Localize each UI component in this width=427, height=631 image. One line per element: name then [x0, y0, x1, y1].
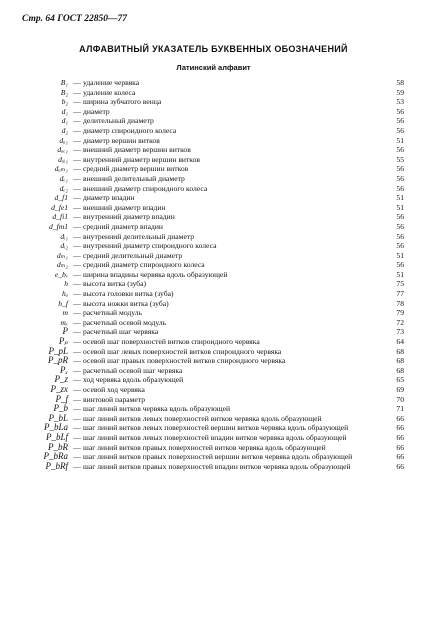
entry-symbol: dₘ₂	[56, 260, 68, 270]
entry-dash: —	[73, 356, 81, 366]
entry-symbol: d₂	[61, 125, 68, 135]
entry-dash: —	[73, 385, 81, 394]
entry-dash: —	[73, 164, 81, 174]
entry-page-number: 79	[396, 308, 404, 318]
index-entry	[20, 126, 404, 136]
index-entry	[20, 222, 404, 232]
entry-dash: —	[73, 279, 81, 289]
entry-description: удаление червяка	[83, 78, 140, 87]
entry-symbol: P_zx	[50, 384, 68, 394]
entry-dash: —	[73, 260, 81, 270]
index-entry	[20, 97, 404, 107]
entry-page-number: 56	[396, 241, 404, 251]
entry-dash: —	[73, 327, 81, 337]
section-subtitle: Латинский алфавит	[176, 63, 251, 72]
entry-dash: —	[73, 442, 81, 452]
index-entry	[20, 88, 404, 98]
entry-description: осевой шаг левых поверхностей витков спироидного червяка	[83, 346, 282, 356]
index-entry	[20, 260, 404, 270]
entry-symbol: mₓ	[60, 317, 68, 327]
entry-description: осевой ход червяка	[83, 385, 145, 394]
entry-description: осевой шаг правых поверхностей витков спироидного червяка	[83, 356, 286, 366]
entry-dash: —	[73, 269, 81, 279]
index-entry	[20, 327, 404, 337]
page-title: АЛФАВИТНЫЙ УКАЗАТЕЛЬ БУКВЕННЫХ ОБОЗНАЧЕНИЙ	[79, 44, 348, 54]
entry-description: расчетный модуль	[83, 308, 142, 318]
entry-symbol: h_f	[58, 298, 68, 308]
index-entry	[20, 299, 404, 309]
entry-page-number: 66	[396, 461, 404, 471]
entry-page-number: 56	[396, 145, 404, 155]
index-entry	[20, 155, 404, 165]
entry-symbol: P_bL	[48, 412, 68, 423]
entry-symbol: d_fm1	[49, 221, 68, 231]
index-entry	[20, 395, 404, 405]
entry-dash: —	[73, 298, 81, 308]
index-entry	[20, 164, 404, 174]
entry-description: осевой шаг поверхностей витков спироидного червяка	[83, 337, 260, 347]
entry-dash: —	[73, 413, 81, 423]
entry-description: расчетный осевой шаг червяка	[83, 365, 183, 375]
entry-description: средний диаметр спироидного колеса	[83, 260, 205, 270]
entry-symbol: P_z	[54, 374, 68, 385]
entry-symbol: d₁	[61, 106, 68, 116]
entry-dash: —	[73, 173, 81, 183]
index-entry	[20, 270, 404, 280]
entry-description: внутренний диаметр спироидного колеса	[83, 241, 217, 251]
entry-description: средний диаметр вершин витков	[83, 164, 189, 174]
entry-page-number: 51	[396, 202, 404, 212]
entry-description: диаметр	[83, 106, 110, 116]
entry-description: шаг линий витков левых поверхностей вершин витков червяка вдоль образующей	[83, 423, 349, 433]
entry-dash: —	[73, 193, 81, 203]
index-entry	[20, 452, 404, 462]
entry-description: шаг линий витков правых поверхностей витков червяка вдоль образующей	[83, 442, 326, 452]
entry-symbol: d_f1	[54, 193, 68, 203]
entry-symbol: m	[62, 308, 68, 318]
entry-symbol: Pₚ	[58, 336, 68, 347]
index-entry	[20, 433, 404, 443]
entry-symbol: P_b	[53, 403, 68, 414]
index-entry	[20, 423, 404, 433]
index-entry	[20, 203, 404, 213]
entry-dash: —	[73, 106, 81, 116]
entry-page-number: 66	[396, 423, 404, 433]
entry-page-number: 78	[396, 298, 404, 308]
symbol-index-list	[20, 78, 404, 471]
entry-description: ширина впадины червяка вдоль образующей	[83, 269, 228, 279]
entry-dash: —	[73, 250, 81, 260]
entry-symbol: P_f	[55, 393, 68, 404]
entry-symbol: Pₓ	[59, 364, 68, 375]
entry-symbol: dₐₑ₁	[57, 145, 68, 155]
entry-dash: —	[73, 394, 81, 404]
entry-page-number: 68	[396, 346, 404, 356]
entry-page-number: 70	[396, 394, 404, 404]
entry-symbol: dₐᵢ₁	[58, 154, 68, 164]
entry-page-number: 72	[396, 317, 404, 327]
entry-description: внутренний диаметр вершин витков	[83, 154, 200, 164]
entry-description: диаметр спироидного колеса	[83, 125, 177, 135]
index-entry	[20, 375, 404, 385]
entry-dash: —	[73, 212, 81, 222]
entry-page-number: 56	[396, 221, 404, 231]
entry-description: внешний диаметр впадин	[83, 202, 166, 212]
entry-symbol: dₐₘ₁	[54, 164, 68, 174]
index-entry	[20, 145, 404, 155]
entry-symbol: dₑ₂	[59, 183, 68, 193]
index-entry	[20, 404, 404, 414]
index-entry	[20, 136, 404, 146]
entry-symbol: hₐ	[61, 289, 68, 299]
entry-dash: —	[73, 135, 81, 145]
entry-description: средний диаметр впадин	[83, 221, 163, 231]
index-entry	[20, 337, 404, 347]
entry-dash: —	[73, 461, 81, 471]
entry-description: ход червяка вдоль образующей	[83, 375, 184, 385]
entry-dash: —	[73, 125, 81, 135]
entry-page-number: 56	[396, 183, 404, 193]
entry-description: шаг линий витков червяка вдоль образующей	[83, 404, 231, 414]
index-entry	[20, 116, 404, 126]
entry-symbol: b₂	[61, 97, 68, 107]
entry-symbol: P_pR	[48, 355, 68, 366]
entry-symbol: B₁	[60, 78, 68, 87]
entry-dash: —	[73, 404, 81, 414]
entry-description: делительный диаметр	[83, 116, 154, 126]
index-entry	[20, 193, 404, 203]
entry-symbol: B₂	[60, 87, 68, 97]
entry-symbol: dₑ₁	[59, 173, 68, 183]
entry-dash: —	[73, 183, 81, 193]
index-entry	[20, 366, 404, 376]
entry-description: шаг линий витков левых поверхностей впадин витков червяка вдоль образующей	[83, 432, 347, 442]
entry-page-number: 69	[396, 385, 404, 394]
entry-page-number: 68	[396, 365, 404, 375]
entry-dash: —	[73, 231, 81, 241]
entry-dash: —	[73, 289, 81, 299]
entry-page-number: 66	[396, 432, 404, 442]
index-entry	[20, 347, 404, 357]
entry-dash: —	[73, 346, 81, 356]
entry-page-number: 71	[396, 404, 404, 414]
entry-page-number: 51	[396, 135, 404, 145]
entry-page-number: 56	[396, 125, 404, 135]
entry-dash: —	[73, 375, 81, 385]
entry-description: диаметр вершин витков	[83, 135, 160, 145]
entry-symbol: P	[62, 326, 68, 337]
entry-page-number: 64	[396, 337, 404, 347]
entry-page-number: 65	[396, 375, 404, 385]
entry-symbol: P_bRf	[45, 460, 68, 471]
entry-page-number: 56	[396, 106, 404, 116]
entry-page-number: 66	[396, 452, 404, 462]
index-entry	[20, 414, 404, 424]
index-entry	[20, 356, 404, 366]
entry-dash: —	[73, 145, 81, 155]
entry-page-number: 56	[396, 231, 404, 241]
entry-symbol: dₐ₁	[59, 135, 68, 145]
entry-dash: —	[73, 97, 81, 107]
entry-description: внутренний делительный диаметр	[83, 231, 195, 241]
entry-symbol: P_bRa	[43, 451, 68, 462]
entry-dash: —	[73, 154, 81, 164]
index-entry	[20, 251, 404, 261]
entry-symbol: dᵢ₁	[60, 231, 68, 241]
entry-dash: —	[73, 317, 81, 327]
entry-symbol: h	[64, 279, 68, 289]
entry-symbol: dᵢ₂	[60, 241, 68, 251]
entry-page-number: 51	[396, 269, 404, 279]
entry-description: высота ножки витка (зуба)	[83, 298, 169, 308]
entry-description: средний делительный диаметр	[83, 250, 183, 260]
entry-dash: —	[73, 221, 81, 231]
index-entry	[20, 107, 404, 117]
entry-dash: —	[73, 202, 81, 212]
entry-symbol: d_fi1	[52, 212, 68, 222]
entry-dash: —	[73, 365, 81, 375]
entry-description: внешний диаметр вершин витков	[83, 145, 191, 155]
entry-symbol: P_bLf	[45, 431, 68, 442]
entry-page-number: 56	[396, 212, 404, 222]
index-entry	[20, 184, 404, 194]
entry-page-number: 66	[396, 442, 404, 452]
entry-page-number: 56	[396, 164, 404, 174]
entry-page-number: 51	[396, 250, 404, 260]
index-entry	[20, 241, 404, 251]
entry-description: диаметр впадин	[83, 193, 135, 203]
index-entry	[20, 232, 404, 242]
entry-dash: —	[73, 241, 81, 251]
entry-description: шаг линий витков правых поверхностей вершин витков червяка вдоль образующей	[83, 452, 353, 462]
entry-symbol: dₘ₁	[56, 250, 68, 260]
index-entry	[20, 318, 404, 328]
entry-page-number: 56	[396, 260, 404, 270]
entry-symbol: d_fe1	[51, 202, 68, 212]
entry-page-number: 68	[396, 356, 404, 366]
index-entry	[20, 308, 404, 318]
entry-description: шаг линий витков правых поверхностей впадин витков червяка вдоль образующей	[83, 461, 351, 471]
entry-page-number: 66	[396, 413, 404, 423]
page-header: Стр. 64 ГОСТ 22850—77	[22, 14, 127, 24]
index-entry	[20, 78, 404, 88]
entry-description: высота витка (зуба)	[83, 279, 147, 289]
entry-description: внешний диаметр спироидного колеса	[83, 183, 208, 193]
entry-description: внутренний диаметр впадин	[83, 212, 175, 222]
entry-page-number: 51	[396, 193, 404, 203]
entry-page-number: 56	[396, 173, 404, 183]
entry-description: расчетный шаг червяка	[83, 327, 159, 337]
entry-dash: —	[73, 78, 81, 87]
entry-page-number: 77	[396, 289, 404, 299]
entry-page-number: 56	[396, 116, 404, 126]
entry-symbol: e_bₓ	[54, 269, 68, 279]
entry-description: шаг линий витков левых поверхностей витков червяка вдоль образующей	[83, 413, 322, 423]
entry-dash: —	[73, 337, 81, 347]
index-entry	[20, 289, 404, 299]
entry-description: удаление колеса	[83, 87, 136, 97]
index-entry	[20, 174, 404, 184]
entry-page-number: 75	[396, 279, 404, 289]
index-entry	[20, 443, 404, 453]
entry-description: расчетный осевой модуль	[83, 317, 167, 327]
index-entry	[20, 212, 404, 222]
entry-symbol: P_bR	[48, 441, 68, 452]
entry-dash: —	[73, 452, 81, 462]
entry-dash: —	[73, 423, 81, 433]
entry-dash: —	[73, 308, 81, 318]
entry-symbol: d₁	[61, 116, 68, 126]
entry-page-number: 73	[396, 327, 404, 337]
entry-description: винтовой параметр	[83, 394, 146, 404]
index-entry	[20, 385, 404, 395]
index-entry	[20, 462, 404, 472]
entry-description: внешний делительный диаметр	[83, 173, 185, 183]
entry-dash: —	[73, 116, 81, 126]
entry-page-number: 59	[396, 87, 404, 97]
entry-symbol: P_pL	[48, 345, 68, 356]
entry-description: ширина зубчатого венца	[83, 97, 162, 107]
entry-symbol: P_bLa	[43, 422, 68, 433]
entry-dash: —	[73, 87, 81, 97]
index-entry	[20, 279, 404, 289]
entry-page-number: 53	[396, 97, 404, 107]
entry-dash: —	[73, 432, 81, 442]
entry-description: высота головки витка (зуба)	[83, 289, 174, 299]
entry-page-number: 55	[396, 154, 404, 164]
entry-page-number: 58	[396, 78, 404, 87]
